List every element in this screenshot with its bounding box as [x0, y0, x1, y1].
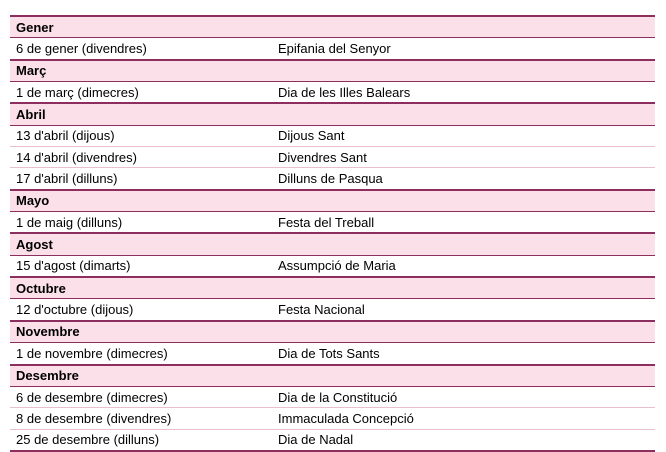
holiday-name: Dijous Sant: [272, 125, 655, 146]
holiday-table-body: [10, 16, 655, 451]
table-row: [10, 255, 655, 277]
holiday-date: 1 de maig (dilluns): [10, 212, 272, 234]
month-row-mayo: [10, 190, 655, 212]
holiday-name: Dia de la Constitució: [272, 386, 655, 407]
month-row-novembre: [10, 321, 655, 343]
holiday-date: 13 d'abril (dijous): [10, 125, 272, 146]
table-row: [10, 429, 655, 451]
month-row-marc: [10, 60, 655, 82]
month-row-agost: [10, 233, 655, 255]
holiday-name: Epifania del Senyor: [272, 38, 655, 60]
month-label: Octubre: [10, 277, 655, 299]
holiday-name: Dilluns de Pasqua: [272, 168, 655, 190]
table-row: [10, 82, 655, 104]
month-label: Desembre: [10, 365, 655, 387]
month-row-octubre: [10, 277, 655, 299]
table-row: [10, 38, 655, 60]
holiday-date: 12 d'octubre (dijous): [10, 299, 272, 321]
holiday-name: Immaculada Concepció: [272, 408, 655, 429]
month-label: Gener: [10, 16, 655, 38]
month-label: Novembre: [10, 321, 655, 343]
month-label: Març: [10, 60, 655, 82]
month-label: Abril: [10, 103, 655, 125]
table-row: [10, 408, 655, 429]
month-label: Mayo: [10, 190, 655, 212]
holiday-date: 25 de desembre (dilluns): [10, 429, 272, 451]
holiday-date: 15 d'agost (dimarts): [10, 255, 272, 277]
month-row-gener: [10, 16, 655, 38]
month-row-abril: [10, 103, 655, 125]
holiday-name: Dia de Tots Sants: [272, 343, 655, 365]
holiday-name: Festa del Treball: [272, 212, 655, 234]
month-label: Agost: [10, 233, 655, 255]
table-row: [10, 147, 655, 168]
holiday-name: Assumpció de Maria: [272, 255, 655, 277]
holiday-date: 6 de gener (divendres): [10, 38, 272, 60]
month-row-desembre: [10, 365, 655, 387]
table-row: [10, 168, 655, 190]
table-row: [10, 125, 655, 146]
table-row: [10, 212, 655, 234]
holiday-date: 1 de març (dimecres): [10, 82, 272, 104]
holiday-date: 17 d'abril (dilluns): [10, 168, 272, 190]
holiday-name: Festa Nacional: [272, 299, 655, 321]
holiday-date: 6 de desembre (dimecres): [10, 386, 272, 407]
holiday-calendar-table: [10, 15, 655, 452]
table-row: [10, 343, 655, 365]
holiday-date: 1 de novembre (dimecres): [10, 343, 272, 365]
holiday-name: Dia de Nadal: [272, 429, 655, 451]
table-row: [10, 386, 655, 407]
holiday-name: Dia de les Illes Balears: [272, 82, 655, 104]
table-row: [10, 299, 655, 321]
holiday-name: Divendres Sant: [272, 147, 655, 168]
holiday-date: 8 de desembre (divendres): [10, 408, 272, 429]
holiday-date: 14 d'abril (divendres): [10, 147, 272, 168]
